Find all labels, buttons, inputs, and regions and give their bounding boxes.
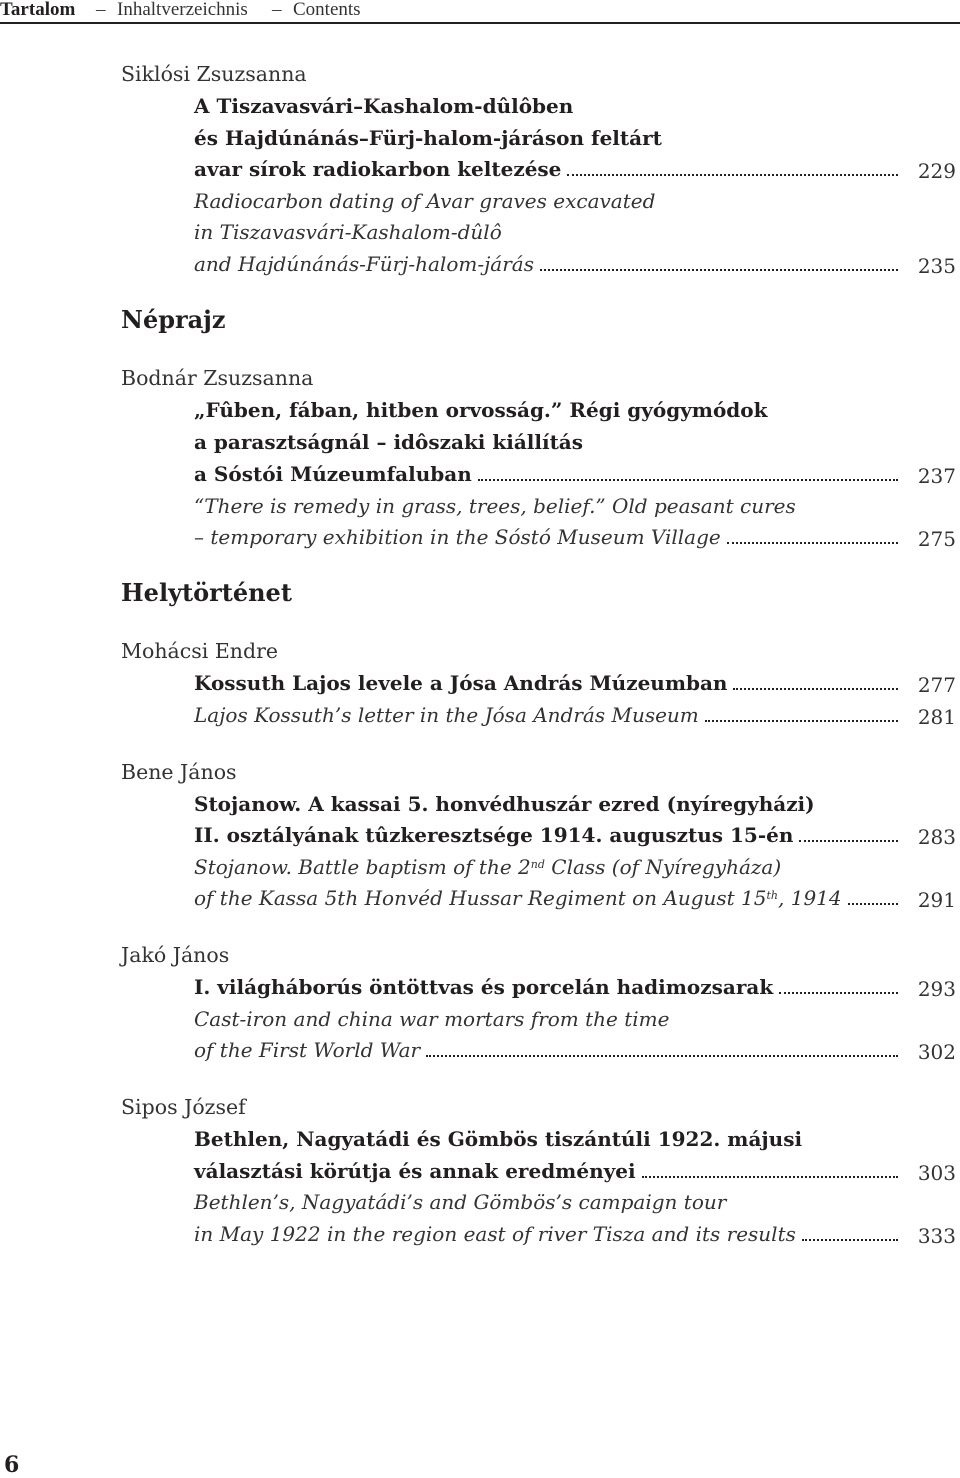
dot-leader (642, 1176, 898, 1178)
dot-leader (727, 542, 898, 544)
header-subtitle-en: Contents (293, 0, 361, 20)
header-title: Tartalom (0, 0, 76, 20)
page-number: 283 (917, 825, 956, 849)
header-separator: – (96, 0, 106, 20)
header-subtitle-de: Inhaltverzeichnis (117, 0, 248, 20)
entry-translation-line: – temporary exhibition in the Sóstó Museum Village (194, 523, 864, 551)
dot-leader (478, 479, 898, 481)
header-separator: – (272, 0, 282, 20)
entry-title-line: Bethlen, Nagyatádi és Gömbös tiszántúli 1922. májusi (194, 1127, 803, 1151)
entry-translation-line: in Tiszavasvári-Kashalom-dûlô (194, 220, 502, 244)
dot-leader (705, 720, 898, 722)
entry-title-line: II. osztályának tûzkeresztsége 1914. augusztus 15-én (194, 821, 864, 849)
entry-translation-line: Radiocarbon dating of Avar graves excavated (194, 189, 656, 213)
entry-title-line: A Tiszavasvári–Kashalom-dûlôben (194, 94, 574, 118)
page-number: 281 (917, 705, 956, 729)
entry-title-line: a Sóstói Múzeumfaluban (194, 460, 864, 488)
entry-title-line: avar sírok radiokarbon keltezése (194, 155, 864, 183)
running-header (0, 0, 960, 24)
dot-leader (540, 269, 898, 271)
page-number: 333 (917, 1224, 956, 1248)
page-number: 277 (917, 673, 956, 697)
section-heading: Néprajz (121, 305, 226, 334)
entry-title-line: és Hajdúnánás–Fürj-halom-járáson feltárt (194, 126, 662, 150)
entry-title-line: „Fûben, fában, hitben orvosság.” Régi gyógymódok (194, 398, 768, 422)
entry-author: Siklósi Zsuzsanna (121, 62, 307, 86)
entry-translation-line: of the Kassa 5th Honvéd Hussar Regiment on August 15th, 1914 (194, 884, 864, 912)
entry-title-line: I. világháborús öntöttvas és porcelán hadimozsarak (194, 973, 864, 1001)
entry-author: Mohácsi Endre (121, 639, 279, 663)
page-number: 293 (917, 977, 956, 1001)
entry-translation-line: Lajos Kossuth’s letter in the Jósa András Museum (194, 701, 864, 729)
entry-translation-line: and Hajdúnánás-Fürj-halom-járás (194, 250, 864, 278)
page-number: 237 (917, 464, 956, 488)
page-number: 302 (917, 1040, 956, 1064)
dot-leader (426, 1055, 898, 1057)
dot-leader (848, 903, 898, 905)
entry-translation-line: of the First World War (194, 1036, 864, 1064)
entry-title-line: Stojanow. A kassai 5. honvédhuszár ezred (nyíregyházi) (194, 792, 815, 816)
entry-translation-line: Stojanow. Battle baptism of the 2nd Class (of Nyíregyháza) (194, 855, 782, 879)
page-number: 275 (917, 527, 956, 551)
entry-author: Sipos József (121, 1095, 246, 1119)
entry-translation-line: Bethlen’s, Nagyatádi’s and Gömbös’s campaign tour (194, 1190, 727, 1214)
dot-leader (567, 174, 898, 176)
entry-title-line: választási körútja és annak eredményei (194, 1157, 864, 1185)
entry-author: Bene János (121, 760, 237, 784)
dot-leader (733, 688, 898, 690)
entry-title-line: a parasztságnál – idôszaki kiállítás (194, 430, 584, 454)
dot-leader (802, 1239, 898, 1241)
entry-translation-line: in May 1922 in the region east of river Tisza and its results (194, 1220, 864, 1248)
folio-page-number: 6 (4, 1452, 20, 1478)
entry-title-line: Kossuth Lajos levele a Jósa András Múzeumban (194, 669, 864, 697)
entry-translation-line: “There is remedy in grass, trees, belief.” Old peasant cures (194, 494, 796, 518)
entry-author: Bodnár Zsuzsanna (121, 366, 314, 390)
dot-leader (779, 992, 898, 994)
page-number: 235 (917, 254, 956, 278)
page-number: 291 (917, 888, 956, 912)
page-number: 303 (917, 1161, 956, 1185)
entry-translation-line: Cast-iron and china war mortars from the time (194, 1007, 670, 1031)
page-number: 229 (917, 159, 956, 183)
section-heading: Helytörténet (121, 578, 292, 607)
dot-leader (799, 840, 898, 842)
entry-author: Jakó János (121, 943, 230, 967)
